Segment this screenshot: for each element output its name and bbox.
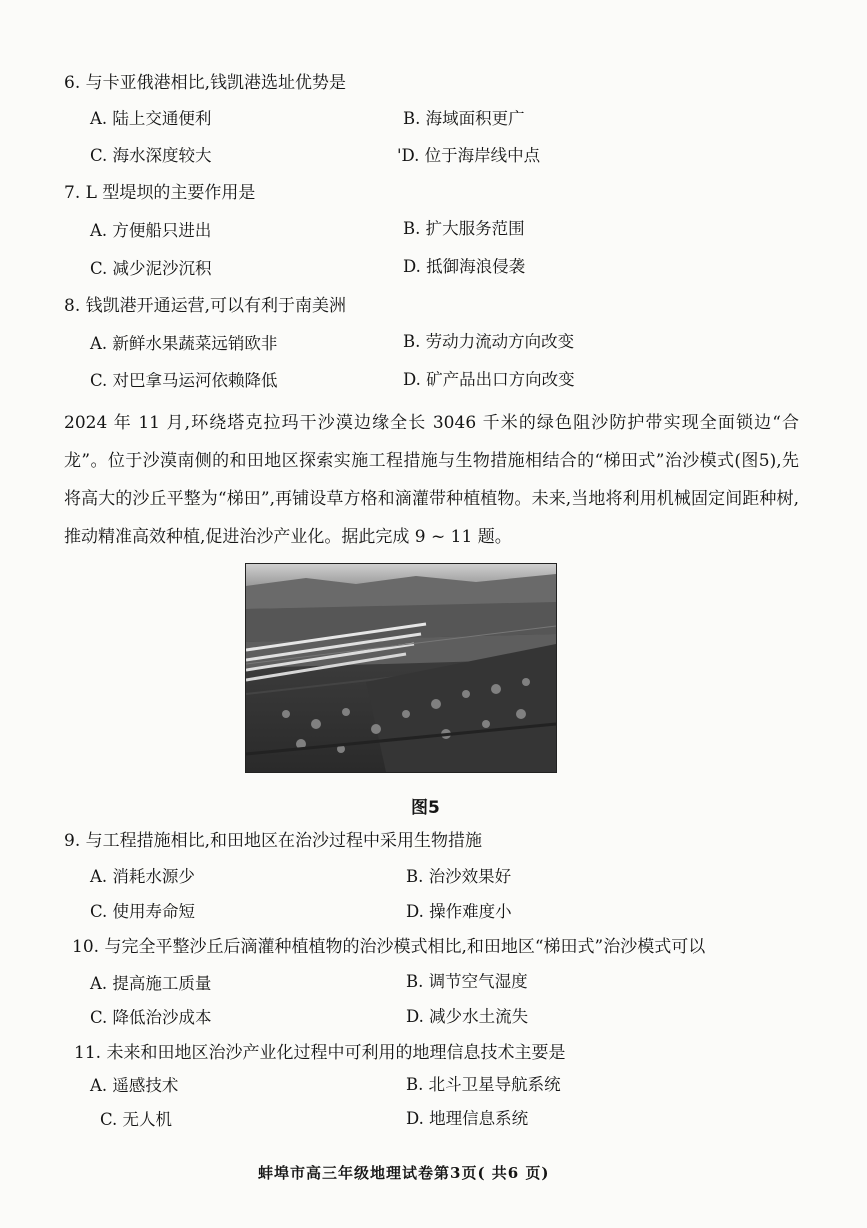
question-8-option-a: A. 新鲜水果蔬菜远销欧非 xyxy=(90,334,278,353)
question-6-option-b: B. 海域面积更广 xyxy=(403,109,525,128)
question-7-option-d: D. 抵御海浪侵袭 xyxy=(403,257,526,276)
question-9-stem: 9. 与工程措施相比,和田地区在治沙过程中采用生物措施 xyxy=(64,831,483,851)
question-11-stem: 11. 未来和田地区治沙产业化过程中可利用的地理信息技术主要是 xyxy=(74,1043,566,1063)
question-10-option-d: D. 减少水土流失 xyxy=(406,1007,529,1026)
question-10-option-a: A. 提高施工质量 xyxy=(90,974,212,993)
question-6-option-d: 'D. 位于海岸线中点 xyxy=(397,146,541,165)
question-6-option-a: A. 陆上交通便利 xyxy=(90,109,212,128)
question-10-option-c: C. 降低治沙成本 xyxy=(90,1008,212,1027)
question-6-option-c: C. 海水深度较大 xyxy=(90,146,212,165)
passage-text: 2024 年 11 月,环绕塔克拉玛干沙漠边缘全长 3046 千米的绿色阻沙防护带实现全面锁边“合龙”。位于沙漠南侧的和田地区探索实施工程措施与生物措施相结合的“梯田式”治沙模式(图5),先将高大的沙丘平整为“梯田”,再铺设草方格和滴灌带种植植物。未来,当地将利用机械固定间距种树,推动精准高效种植,促进治沙产业化。据此完成 9 ~ 11 题。 xyxy=(64,413,799,547)
question-7-option-a: A. 方便船只进出 xyxy=(90,221,212,240)
question-9-option-b: B. 治沙效果好 xyxy=(406,867,512,886)
question-9-option-c: C. 使用寿命短 xyxy=(90,902,196,921)
question-6-stem: 6. 与卡亚俄港相比,钱凯港选址优势是 xyxy=(64,73,347,93)
question-10-option-b: B. 调节空气湿度 xyxy=(406,972,528,991)
question-11-option-a: A. 遥感技术 xyxy=(90,1076,179,1095)
figure-5-photo xyxy=(245,563,557,773)
page-footer: 蚌埠市高三年级地理试卷第3页( 共6 页) xyxy=(258,1164,550,1182)
question-8-option-c: C. 对巴拿马运河依赖降低 xyxy=(90,371,278,390)
question-11-option-b: B. 北斗卫星导航系统 xyxy=(406,1075,561,1094)
question-7-stem: 7. L 型堤坝的主要作用是 xyxy=(64,183,256,203)
question-8-stem: 8. 钱凯港开通运营,可以有利于南美洲 xyxy=(64,296,347,316)
question-9-option-a: A. 消耗水源少 xyxy=(90,867,195,886)
question-7-option-c: C. 减少泥沙沉积 xyxy=(90,259,212,278)
terraced-sand-dune-photo-icon xyxy=(246,564,556,772)
question-7-option-b: B. 扩大服务范围 xyxy=(403,219,525,238)
question-9-option-d: D. 操作难度小 xyxy=(406,902,512,921)
question-11-option-c: C. 无人机 xyxy=(100,1110,173,1129)
question-8-option-b: B. 劳动力流动方向改变 xyxy=(403,332,575,351)
question-11-option-d: D. 地理信息系统 xyxy=(406,1109,529,1128)
figure-caption: 图5 xyxy=(411,798,440,818)
question-10-stem: 10. 与完全平整沙丘后滴灌种植植物的治沙模式相比,和田地区“梯田式”治沙模式可以 xyxy=(72,937,706,957)
question-8-option-d: D. 矿产品出口方向改变 xyxy=(403,370,575,389)
